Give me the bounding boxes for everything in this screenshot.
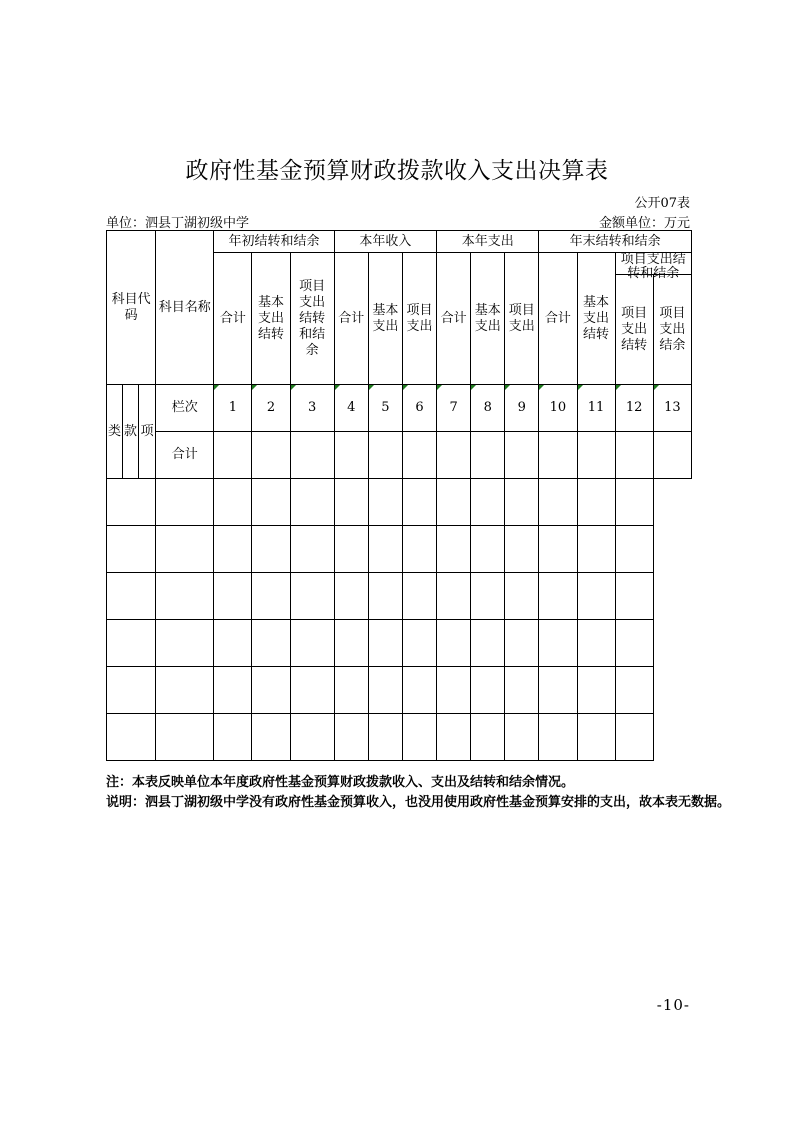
- col-number-10: 10: [539, 385, 577, 432]
- col-2-header: 基本支出结转: [252, 253, 290, 385]
- col-11-header: 基本支出结转: [577, 253, 615, 385]
- row-total-label: 合计: [156, 432, 214, 479]
- cell-marker: [335, 385, 340, 390]
- col-number-6: 6: [402, 385, 436, 432]
- col-number-9: 9: [505, 385, 539, 432]
- col-number-7: 7: [437, 385, 471, 432]
- group-income-header: 本年收入: [334, 231, 436, 253]
- table-cell: [214, 432, 252, 479]
- col-number-3: 3: [290, 385, 334, 432]
- form-number: 公开07表: [634, 196, 690, 211]
- lei-header: 类: [107, 385, 123, 479]
- col-5-header: 基本支出: [368, 253, 402, 385]
- table-cell: [539, 432, 577, 479]
- col-6-header: 项目支出: [402, 253, 436, 385]
- col-number-11: 11: [577, 385, 615, 432]
- table-cell: [402, 432, 436, 479]
- subject-name-header: 科目名称: [156, 231, 214, 385]
- row-index-label: 栏次: [156, 385, 214, 432]
- group-end-header: 年末结转和结余: [539, 231, 692, 253]
- col-7-header: 合计: [437, 253, 471, 385]
- table-row: [107, 667, 692, 714]
- col-9-header: 项目支出: [505, 253, 539, 385]
- table-cell: [252, 432, 290, 479]
- col-13-header: 项目支出结余: [653, 275, 691, 385]
- table-row: [107, 620, 692, 667]
- col-number-4: 4: [334, 385, 368, 432]
- table-cell: [615, 432, 653, 479]
- table-cell: [334, 432, 368, 479]
- col-number-8: 8: [471, 385, 505, 432]
- cell-marker: [505, 385, 510, 390]
- cell-marker: [291, 385, 296, 390]
- page-number: -10-: [656, 996, 690, 1014]
- col-10-header: 合计: [539, 253, 577, 385]
- cell-marker: [403, 385, 408, 390]
- col-8-header: 基本支出: [471, 253, 505, 385]
- project-end-subheader: 项目支出结转和结余: [615, 253, 691, 275]
- xiang-header: 项: [139, 385, 156, 479]
- cell-marker: [539, 385, 544, 390]
- table-cell: [437, 432, 471, 479]
- cell-marker: [616, 385, 621, 390]
- col-number-5: 5: [368, 385, 402, 432]
- col-number-2: 2: [252, 385, 290, 432]
- budget-table: [106, 230, 692, 761]
- money-unit-label: 金额单位：万元: [598, 216, 690, 231]
- unit-label: 单位：泗县丁湖初级中学: [106, 216, 250, 231]
- col-12-header: 项目支出结转: [615, 275, 653, 385]
- table-cell: [471, 432, 505, 479]
- table-row: [107, 573, 692, 620]
- table-row: [107, 479, 692, 526]
- table-cell: [577, 432, 615, 479]
- page-title: 政府性基金预算财政拨款收入支出决算表: [185, 158, 609, 184]
- cell-marker: [437, 385, 442, 390]
- col-1-header: 合计: [214, 253, 252, 385]
- cell-marker: [214, 385, 219, 390]
- cell-marker: [369, 385, 374, 390]
- cell-marker: [578, 385, 583, 390]
- col-number-13: 13: [653, 385, 691, 432]
- kuan-header: 款: [123, 385, 139, 479]
- subject-code-header: 科目代码: [107, 231, 156, 385]
- cell-marker: [252, 385, 257, 390]
- col-number-12: 12: [615, 385, 653, 432]
- col-4-header: 合计: [334, 253, 368, 385]
- col-3-header: 项目支出结转和结余: [290, 253, 334, 385]
- cell-marker: [471, 385, 476, 390]
- table-row: [107, 526, 692, 573]
- col-number-1: 1: [214, 385, 252, 432]
- table-cell: [368, 432, 402, 479]
- table-note: 注：本表反映单位本年度政府性基金预算财政拨款收入、支出及结转和结余情况。: [106, 775, 575, 790]
- group-expense-header: 本年支出: [437, 231, 539, 253]
- table-cell: [653, 432, 691, 479]
- table-cell: [290, 432, 334, 479]
- table-cell: [505, 432, 539, 479]
- table-explanation: 说明：泗县丁湖初级中学没有政府性基金预算收入，也没用使用政府性基金预算安排的支出，故本表无数据。: [106, 795, 731, 810]
- cell-marker: [654, 385, 659, 390]
- group-begin-header: 年初结转和结余: [214, 231, 334, 253]
- table-row: [107, 714, 692, 761]
